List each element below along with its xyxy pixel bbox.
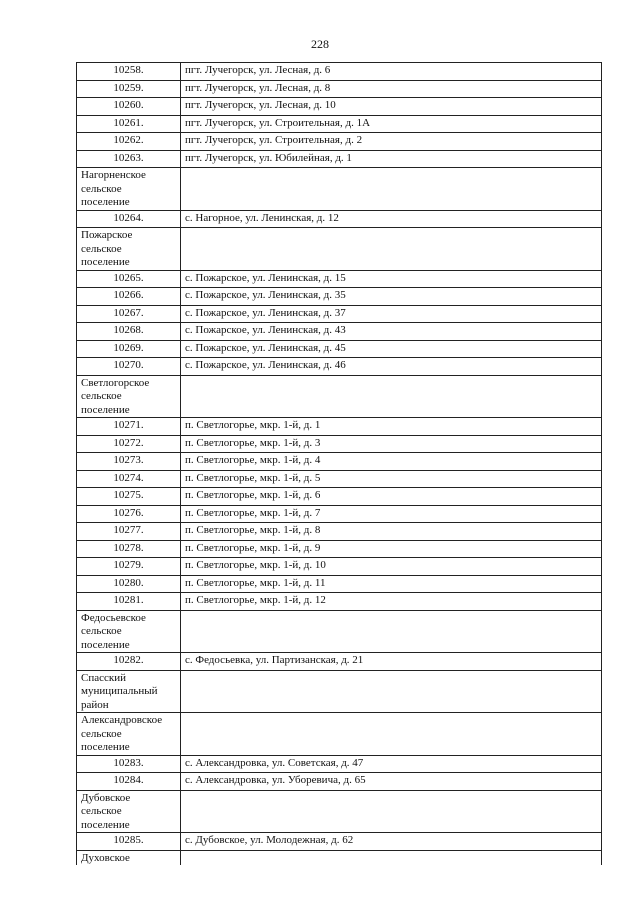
group-header-row <box>77 168 602 211</box>
entry-address: п. Светлогорье, мкр. 1-й, д. 5 <box>181 470 602 488</box>
group-header-row <box>77 375 602 418</box>
group-label <box>77 228 181 271</box>
table-row <box>77 453 602 471</box>
entry-address: п. Светлогорье, мкр. 1-й, д. 10 <box>181 558 602 576</box>
entry-address: с. Дубовское, ул. Молодежная, д. 62 <box>181 833 602 851</box>
entry-address: с. Пожарское, ул. Ленинская, д. 43 <box>181 323 602 341</box>
entry-number: 10273. <box>77 453 181 471</box>
group-label-line: район <box>81 698 109 711</box>
address-table-body <box>77 63 602 866</box>
empty-address-cell <box>181 168 602 211</box>
table-row <box>77 115 602 133</box>
group-label <box>77 790 181 833</box>
group-label-line: сельское <box>81 242 122 255</box>
table-row <box>77 63 602 81</box>
entry-number: 10275. <box>77 488 181 506</box>
group-label <box>77 610 181 653</box>
table-row <box>77 575 602 593</box>
group-label-line: сельское <box>81 625 122 637</box>
empty-address-cell <box>181 375 602 418</box>
group-label-line: Александровское <box>81 714 163 726</box>
group-label-line: сельское <box>81 182 122 195</box>
group-label-line: Федосьевское <box>81 611 146 624</box>
group-label <box>77 850 181 865</box>
empty-address-cell <box>181 790 602 833</box>
entry-address: п. Светлогорье, мкр. 1-й, д. 11 <box>181 575 602 593</box>
table-row <box>77 755 602 773</box>
group-label-line: Светлогорское <box>81 376 150 389</box>
group-header-row <box>77 610 602 653</box>
table-row <box>77 358 602 376</box>
group-label-line: поселение <box>81 256 130 268</box>
entry-address: п. Светлогорье, мкр. 1-й, д. 7 <box>181 505 602 523</box>
group-header-row <box>77 850 602 865</box>
group-label-line: сельское <box>81 727 122 740</box>
group-label <box>77 375 181 418</box>
table-row <box>77 593 602 611</box>
group-label-line: Нагорненское <box>81 169 146 181</box>
table-row <box>77 210 602 228</box>
entry-number: 10279. <box>77 558 181 576</box>
entry-number: 10268. <box>77 323 181 341</box>
entry-number: 10271. <box>77 418 181 436</box>
table-row <box>77 435 602 453</box>
entry-number: 10263. <box>77 150 181 168</box>
empty-address-cell <box>181 713 602 756</box>
entry-address: с. Пожарское, ул. Ленинская, д. 37 <box>181 305 602 323</box>
entry-address: с. Федосьевка, ул. Партизанская, д. 21 <box>181 653 602 671</box>
entry-number: 10270. <box>77 358 181 376</box>
group-label-line: муниципальный <box>81 685 158 697</box>
table-row <box>77 150 602 168</box>
entry-address: пгт. Лучегорск, ул. Лесная, д. 10 <box>181 98 602 116</box>
group-header-row <box>77 228 602 271</box>
table-row <box>77 98 602 116</box>
entry-number: 10285. <box>77 833 181 851</box>
group-label <box>77 713 181 756</box>
table-row <box>77 773 602 791</box>
table-row <box>77 133 602 151</box>
group-header-row <box>77 713 602 756</box>
entry-number: 10277. <box>77 523 181 541</box>
table-row <box>77 288 602 306</box>
entry-address: п. Светлогорье, мкр. 1-й, д. 8 <box>181 523 602 541</box>
entry-address: пгт. Лучегорск, ул. Строительная, д. 2 <box>181 133 602 151</box>
group-header-row <box>77 790 602 833</box>
entry-address: п. Светлогорье, мкр. 1-й, д. 12 <box>181 593 602 611</box>
entry-number: 10272. <box>77 435 181 453</box>
entry-address: с. Александровка, ул. Уборевича, д. 65 <box>181 773 602 791</box>
entry-number: 10280. <box>77 575 181 593</box>
group-header-row <box>77 670 602 713</box>
empty-address-cell <box>181 228 602 271</box>
entry-address: пгт. Лучегорск, ул. Лесная, д. 6 <box>181 63 602 81</box>
table-row <box>77 653 602 671</box>
address-table <box>76 62 602 865</box>
entry-address: п. Светлогорье, мкр. 1-й, д. 6 <box>181 488 602 506</box>
entry-address: с. Пожарское, ул. Ленинская, д. 15 <box>181 270 602 288</box>
entry-number: 10259. <box>77 80 181 98</box>
entry-number: 10258. <box>77 63 181 81</box>
entry-address: п. Светлогорье, мкр. 1-й, д. 9 <box>181 540 602 558</box>
entry-address: с. Пожарское, ул. Ленинская, д. 45 <box>181 340 602 358</box>
table-row <box>77 418 602 436</box>
group-label-line: поселение <box>81 741 130 753</box>
table-row <box>77 833 602 851</box>
entry-number: 10284. <box>77 773 181 791</box>
entry-address: с. Александровка, ул. Советская, д. 47 <box>181 755 602 773</box>
entry-number: 10283. <box>77 755 181 773</box>
entry-number: 10265. <box>77 270 181 288</box>
table-row <box>77 305 602 323</box>
empty-address-cell <box>181 670 602 713</box>
group-label-line: сельское <box>81 390 122 402</box>
entry-number: 10261. <box>77 115 181 133</box>
entry-number: 10269. <box>77 340 181 358</box>
group-label <box>77 670 181 713</box>
group-label-line: Дубовское <box>81 791 131 804</box>
entry-address: с. Нагорное, ул. Ленинская, д. 12 <box>181 210 602 228</box>
table-row <box>77 270 602 288</box>
entry-number: 10276. <box>77 505 181 523</box>
table-row <box>77 540 602 558</box>
table-row <box>77 470 602 488</box>
entry-address: п. Светлогорье, мкр. 1-й, д. 4 <box>181 453 602 471</box>
group-label-line: Спасский <box>81 671 126 684</box>
table-row <box>77 488 602 506</box>
entry-address: с. Пожарское, ул. Ленинская, д. 46 <box>181 358 602 376</box>
entry-number: 10264. <box>77 210 181 228</box>
entry-address: п. Светлогорье, мкр. 1-й, д. 1 <box>181 418 602 436</box>
entry-number: 10274. <box>77 470 181 488</box>
entry-address: пгт. Лучегорск, ул. Строительная, д. 1А <box>181 115 602 133</box>
group-label-line: поселение <box>81 196 130 208</box>
group-label <box>77 168 181 211</box>
table-row <box>77 340 602 358</box>
entry-number: 10260. <box>77 98 181 116</box>
entry-number: 10278. <box>77 540 181 558</box>
entry-address: пгт. Лучегорск, ул. Юбилейная, д. 1 <box>181 150 602 168</box>
table-row <box>77 505 602 523</box>
entry-number: 10267. <box>77 305 181 323</box>
table-row <box>77 323 602 341</box>
entry-address: п. Светлогорье, мкр. 1-й, д. 3 <box>181 435 602 453</box>
entry-number: 10282. <box>77 653 181 671</box>
entry-address: с. Пожарское, ул. Ленинская, д. 35 <box>181 288 602 306</box>
group-label-line: поселение <box>81 403 130 416</box>
group-label-line: поселение <box>81 818 130 831</box>
empty-address-cell <box>181 850 602 865</box>
entry-number: 10262. <box>77 133 181 151</box>
page-number: 228 <box>311 37 329 51</box>
entry-number: 10281. <box>77 593 181 611</box>
group-label-line: поселение <box>81 638 130 651</box>
entry-number: 10266. <box>77 288 181 306</box>
table-row <box>77 523 602 541</box>
empty-address-cell <box>181 610 602 653</box>
table-row <box>77 80 602 98</box>
group-label-line: сельское <box>81 805 122 817</box>
group-label-line: Пожарское <box>81 229 133 241</box>
group-label-line: Духовское <box>81 851 130 864</box>
entry-address: пгт. Лучегорск, ул. Лесная, д. 8 <box>181 80 602 98</box>
table-row <box>77 558 602 576</box>
